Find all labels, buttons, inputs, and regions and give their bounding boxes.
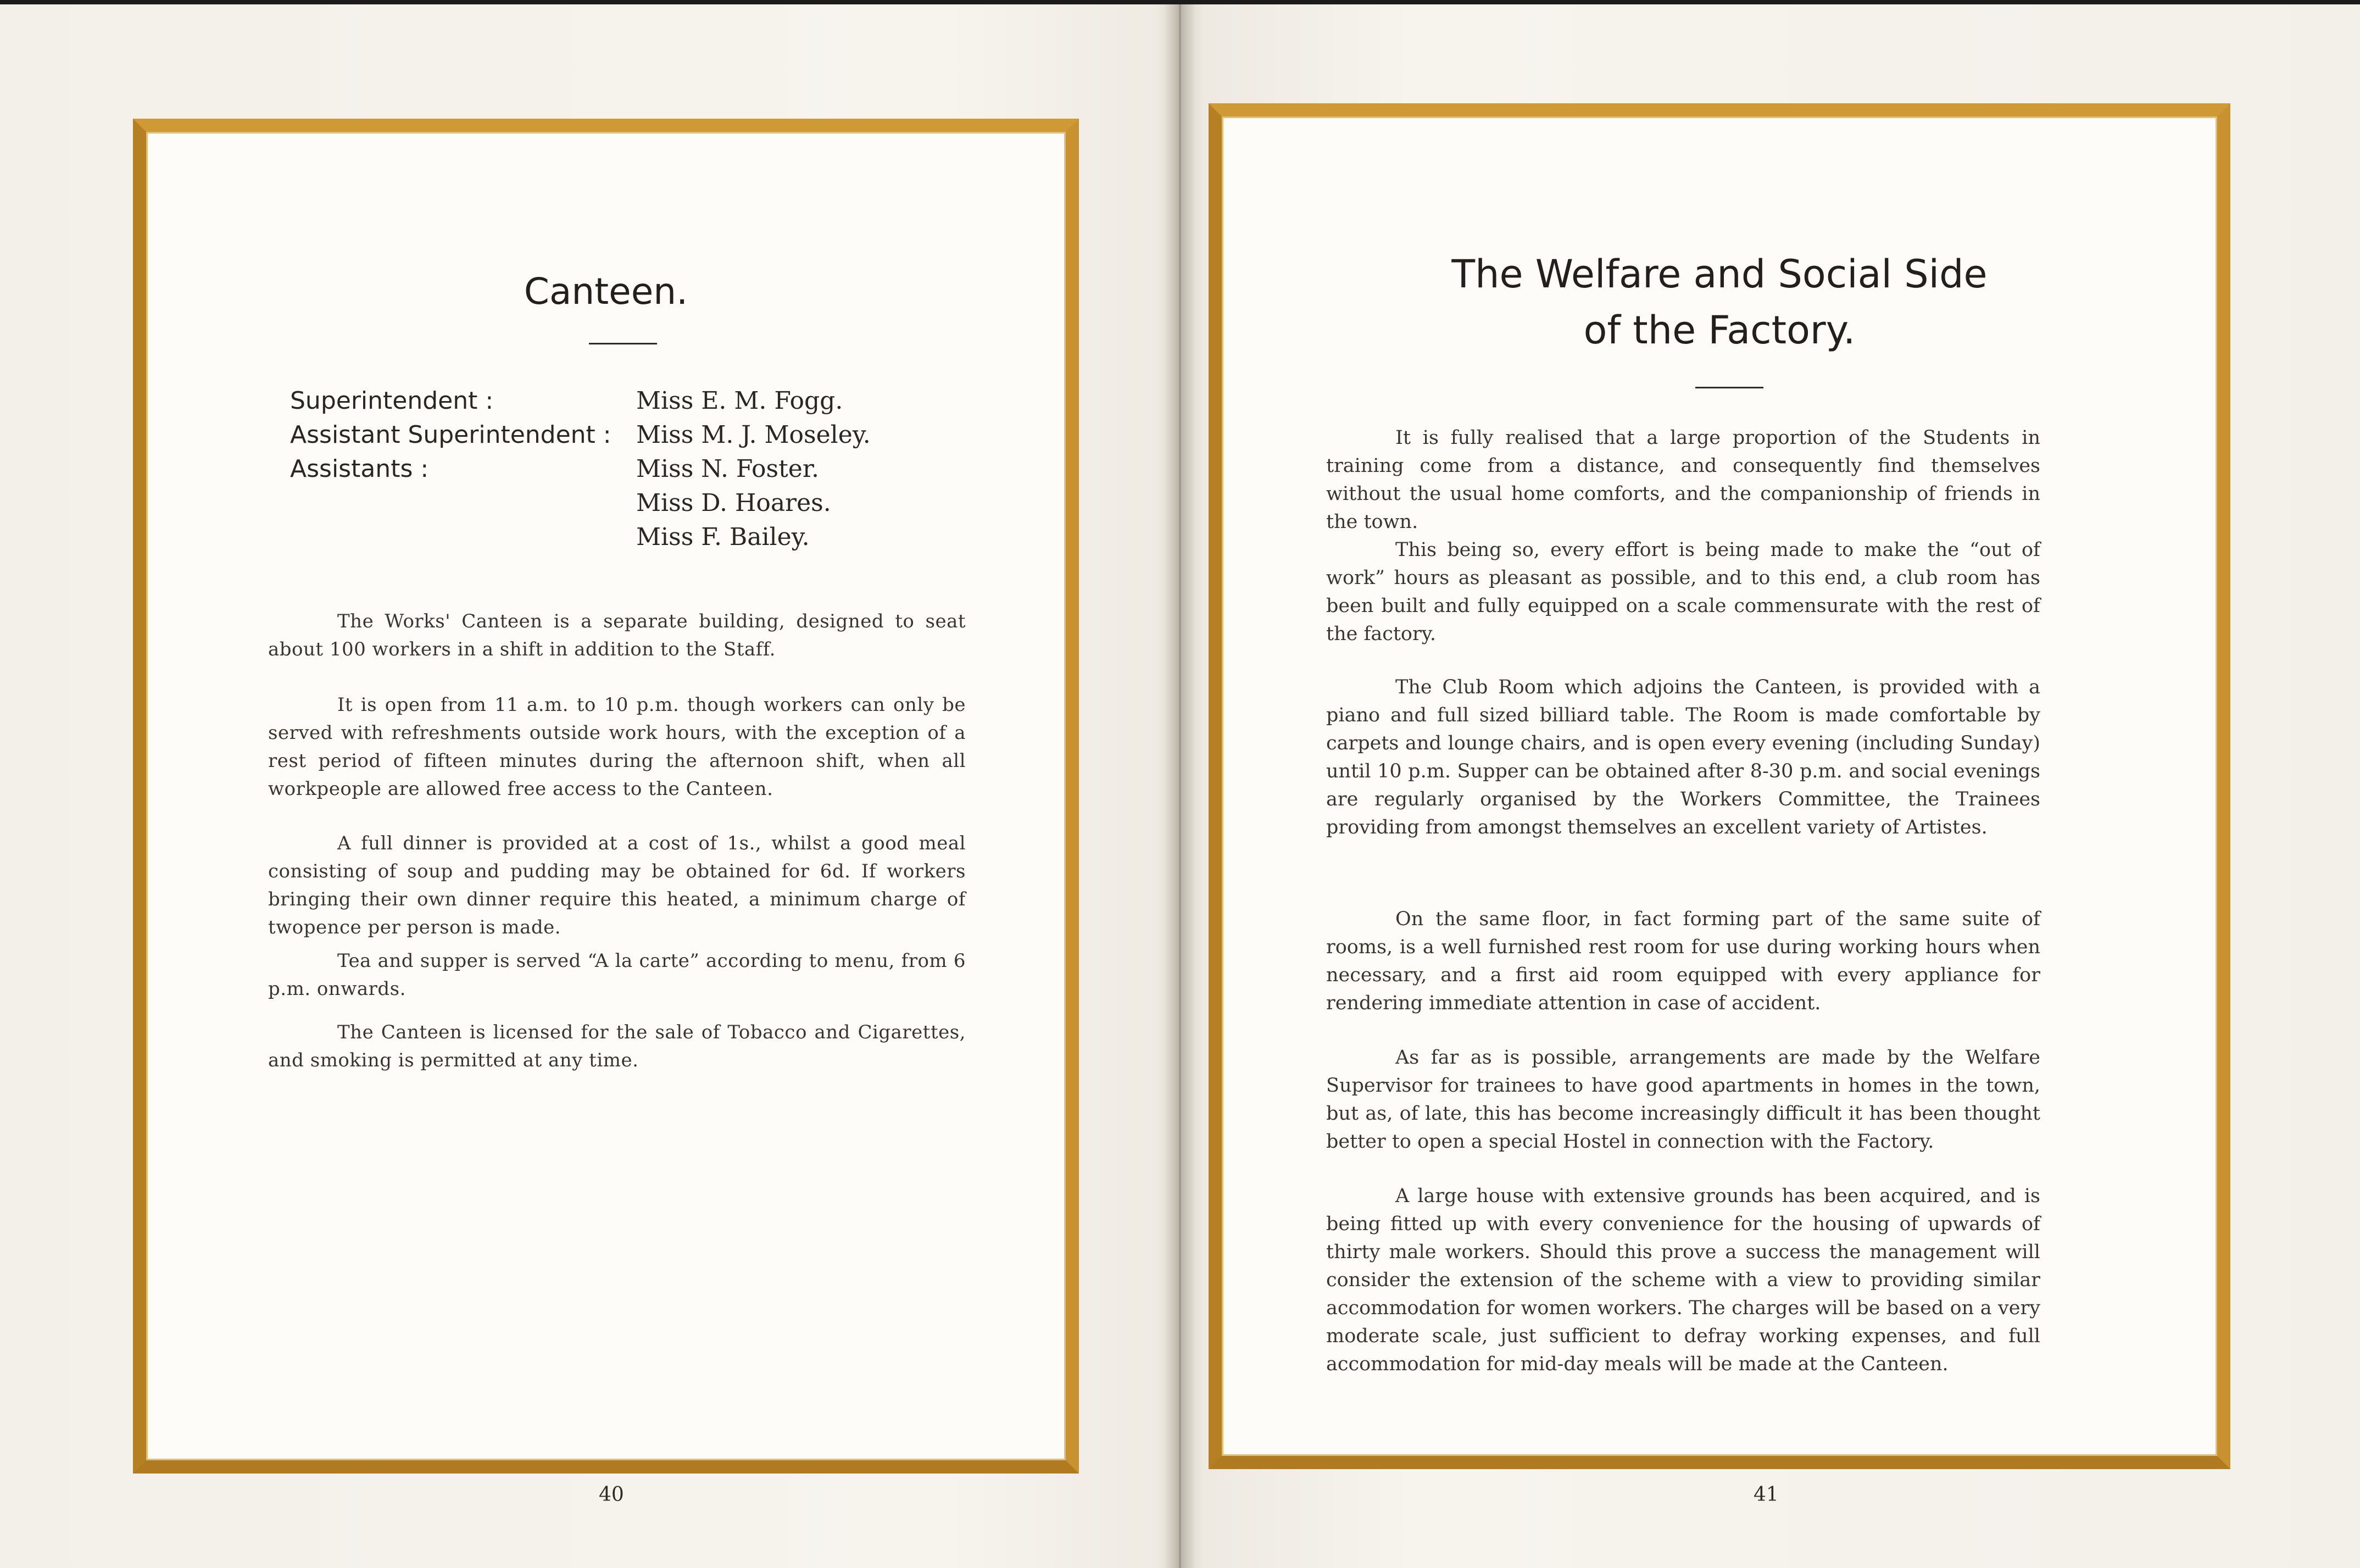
canteen-paragraph: A full dinner is provided at a cost of 1s., whilst a good meal consisting of soup and pudding may be obtained for 6d. If workers bringing their own dinner require this heated, a minimum charge of twopence per person is made. [268, 832, 966, 938]
staff-role: Assistant Superintendent : [290, 421, 611, 449]
right-page [1181, 4, 2360, 1568]
staff-name: Miss D. Hoares. [636, 489, 831, 517]
welfare-paragraph: On the same floor, in fact forming part of the same suite of rooms, is a well furnished rest room for use during working hours when necessary, and a first aid room equipped with every appliance for rendering immediate attention in case of accident. [1326, 908, 2040, 1014]
right-page-gold-frame [1209, 103, 2230, 1469]
title-rule [1695, 387, 1763, 388]
staff-role: Assistants : [290, 455, 429, 483]
staff-name: Miss E. M. Fogg. [636, 387, 843, 415]
staff-list [290, 387, 949, 563]
staff-name: Miss N. Foster. [636, 455, 820, 483]
staff-name: Miss F. Bailey. [636, 523, 810, 551]
staff-name: Miss M. J. Moseley. [636, 421, 871, 449]
book-spread [0, 4, 2360, 1568]
welfare-paragraph: It is fully realised that a large proportion of the Students in training come from a distance, and consequently find themselves without the usual home comforts, and the companionship of friends in the town. [1326, 427, 2040, 533]
welfare-title-line1: The Welfare and Social Side [1451, 252, 1988, 297]
welfare-paragraph: As far as is possible, arrangements are made by the Welfare Supervisor for trainees to have good apartments in homes in the town, but as, of late, this has become increasingly difficult it has been thought better to open a special Hostel in connection with the Factory. [1326, 1047, 2040, 1153]
welfare-paragraph: A large house with extensive grounds has been acquired, and is being fitted up with every convenience for the housing of upwards of thirty male workers. Should this prove a success the management will consider the extension of the scheme with a view to providing similar accommodation for women workers. The charges will be based on a very moderate scale, just sufficient to defray working expenses, and full accommodation for mid-day meals will be made at the Canteen. [1326, 1185, 2040, 1375]
canteen-paragraph: The Works' Canteen is a separate building, designed to seat about 100 workers in a shift in addition to the Staff. [268, 610, 966, 660]
left-page [0, 4, 1178, 1568]
welfare-paragraph: The Club Room which adjoins the Canteen, is provided with a piano and full sized billiard table. The Room is made comfortable by carpets and lounge chairs, and is open every evening (including Sunday) until 10 p.m. Supper can be obtained after 8-30 p.m. and social evenings are regularly organised by the Workers Committee, the Trainees providing from amongst themselves an excellent variety of Artistes. [1326, 676, 2040, 838]
canteen-paragraph: It is open from 11 a.m. to 10 p.m. though workers can only be served with refreshments outside work hours, with the exception of a rest period of fifteen minutes during the afternoon shift, when all workpeople are allowed free access to the Canteen. [268, 694, 966, 800]
staff-role: Superintendent : [290, 387, 494, 415]
title-rule [589, 343, 657, 344]
page-number: 40 [599, 1483, 624, 1506]
welfare-paragraph: This being so, every effort is being made to make the “out of work” hours as pleasant as possible, and to this end, a club room has been built and fully equipped on a scale commensurate with the rest of the factory. [1326, 539, 2040, 645]
canteen-paragraph: The Canteen is licensed for the sale of Tobacco and Cigarettes, and smoking is permitted at any time. [268, 1021, 966, 1071]
page-number: 41 [1754, 1483, 1779, 1506]
canteen-title: Canteen. [524, 270, 688, 313]
canteen-paragraph: Tea and supper is served “A la carte” according to menu, from 6 p.m. onwards. [268, 950, 966, 1000]
welfare-title-line2: of the Factory. [1583, 308, 1856, 353]
left-page-gold-frame [133, 119, 1079, 1474]
